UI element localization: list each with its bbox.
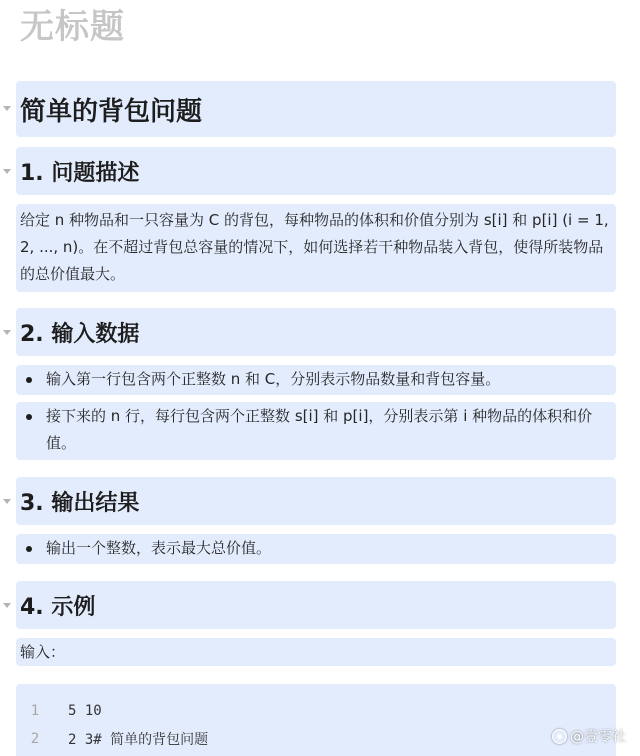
list-item[interactable] — [16, 534, 616, 564]
output-heading: 3. 输出结果 — [20, 490, 140, 516]
heading-block-input[interactable] — [16, 308, 616, 356]
watermark — [552, 726, 626, 746]
fold-toggle-icon[interactable] — [3, 169, 11, 174]
code-line — [16, 726, 208, 752]
paragraph-block-example[interactable] — [16, 638, 616, 666]
list-item[interactable] — [16, 402, 616, 460]
list-item[interactable] — [16, 365, 616, 395]
line-number: 1 — [30, 703, 40, 719]
code-text: 2 3# 简单的背包问题 — [68, 732, 209, 748]
fold-toggle-icon[interactable] — [3, 499, 11, 504]
heading-block-problem[interactable] — [16, 147, 616, 195]
fold-toggle-icon[interactable] — [3, 603, 11, 608]
heading-block-output[interactable] — [16, 477, 616, 525]
bullet-icon — [26, 546, 32, 552]
list-item-text: 输入第一行包含两个正整数 n 和 C，分别表示物品数量和背包容量。 — [46, 370, 501, 388]
heading-block-example[interactable] — [16, 581, 616, 629]
heading-block-main[interactable] — [16, 81, 616, 137]
example-input-label: 输入： — [20, 643, 66, 661]
paragraph-block-problem[interactable] — [16, 204, 616, 292]
code-line — [16, 698, 102, 724]
document-title[interactable]: 无标题 — [20, 7, 125, 47]
bullet-icon — [26, 377, 32, 383]
list-item-text: 接下来的 n 行，每行包含两个正整数 s[i] 和 p[i]，分别表示第 i 种物品的体积和价值。 — [46, 407, 593, 452]
code-text: 5 10 — [68, 703, 102, 719]
example-heading: 4. 示例 — [20, 594, 96, 620]
problem-heading: 1. 问题描述 — [20, 160, 140, 186]
list-item-text: 输出一个整数，表示最大总价值。 — [46, 539, 272, 557]
line-number: 2 — [30, 731, 40, 747]
watermark-text: @壹零社 — [570, 729, 626, 745]
watermark-logo-icon — [552, 729, 567, 744]
problem-description: 给定 n 种物品和一只容量为 C 的背包，每种物品的体积和价值分别为 s[i] 和 p[i] (i = 1, 2, ..., n)。在不超过背包总容量的情况下，如何选择若干种物品装入背包，使得所装物品的总价值最大。 — [20, 211, 609, 283]
fold-toggle-icon[interactable] — [3, 106, 11, 111]
main-heading: 简单的背包问题 — [20, 96, 203, 127]
code-block[interactable] — [16, 684, 616, 756]
input-heading: 2. 输入数据 — [20, 321, 140, 347]
bullet-icon — [26, 414, 32, 420]
fold-toggle-icon[interactable] — [3, 330, 11, 335]
